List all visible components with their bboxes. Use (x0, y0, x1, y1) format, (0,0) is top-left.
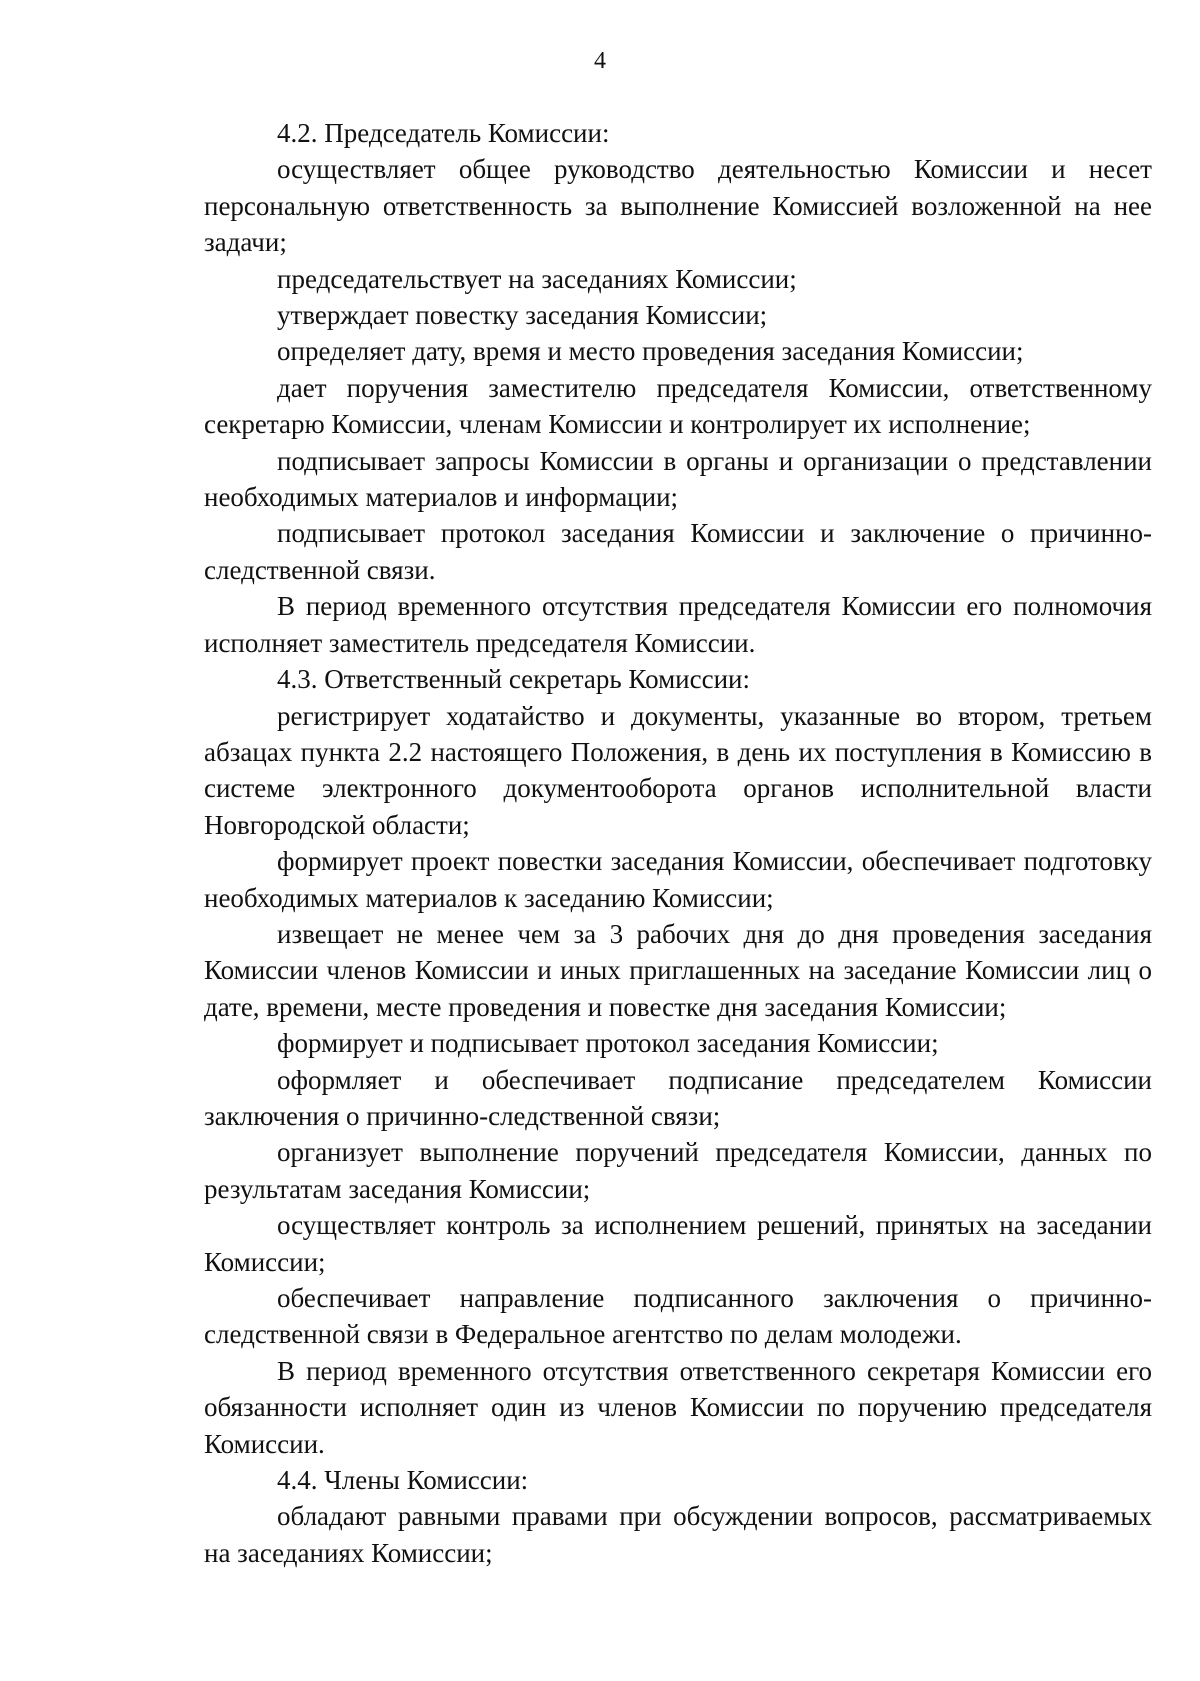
page-number: 4 (594, 48, 606, 74)
paragraph: подписывает протокол заседания Комиссии и заключение о причинно-следственной связи. (204, 518, 1152, 585)
paragraph: дает поручения заместителю председателя Комиссии, ответственному секретарю Комиссии, членам Комиссии и контролирует их исполнение; (204, 372, 1152, 440)
paragraph: регистрирует ходатайство и документы, указанные во втором, третьем абзацах пункта 2.2 настоящего Положения, в день их поступления в Комиссию в системе электронного документооборота органов исполнительной власти Новгородской области; (204, 700, 1152, 840)
paragraph: В период временного отсутствия ответственного секретаря Комиссии его обязанности исполняет один из членов Комиссии по поручению председателя Комиссии. (204, 1355, 1152, 1459)
paragraph: утверждает повестку заседания Комиссии; (277, 300, 768, 331)
paragraph: оформляет и обеспечивает подписание председателем Комиссии заключения о причинно-следственной связи; (204, 1064, 1152, 1131)
paragraph: председательствует на заседаниях Комиссии; (277, 263, 797, 294)
paragraph: определяет дату, время и место проведения заседания Комиссии; (277, 336, 1024, 367)
paragraph: формирует проект повестки заседания Комиссии, обеспечивает подготовку необходимых материалов к заседанию Комиссии; (204, 846, 1152, 913)
paragraph: организует выполнение поручений председателя Комиссии, данных по результатам заседания Комиссии; (204, 1137, 1152, 1204)
document-body (204, 115, 1152, 1571)
paragraph: подписывает запросы Комиссии в органы и организации о представлении необходимых материалов и информации; (204, 445, 1152, 513)
paragraph: формирует и подписывает протокол заседания Комиссии; (277, 1028, 939, 1059)
section-heading-4-2: 4.2. Председатель Комиссии: (277, 118, 610, 148)
section-heading-4-3: 4.3. Ответственный секретарь Комиссии: (277, 664, 750, 695)
paragraph: обеспечивает направление подписанного заключения о причинно-следственной связи в Федеральное агентство по делам молодежи. (204, 1283, 1152, 1350)
paragraph: обладают равными правами при обсуждении вопросов, рассматриваемых на заседаниях Комиссии; (204, 1501, 1152, 1568)
paragraph: осуществляет общее руководство деятельностью Комиссии и несет персональную ответственность за выполнение Комиссией возложенной на нее задачи; (204, 154, 1152, 258)
section-heading-4-4: 4.4. Члены Комиссии: (277, 1465, 529, 1496)
paragraph: осуществляет контроль за исполнением решений, принятых на заседании Комиссии; (204, 1210, 1152, 1277)
paragraph: извещает не менее чем за 3 рабочих дня до дня проведения заседания Комиссии членов Комиссии и иных приглашенных на заседание Комиссии лиц о дате, времени, месте проведения и повестке дня заседания Комиссии; (204, 918, 1152, 1022)
paragraph: В период временного отсутствия председателя Комиссии его полномочия исполняет заместитель председателя Комиссии. (204, 591, 1152, 658)
